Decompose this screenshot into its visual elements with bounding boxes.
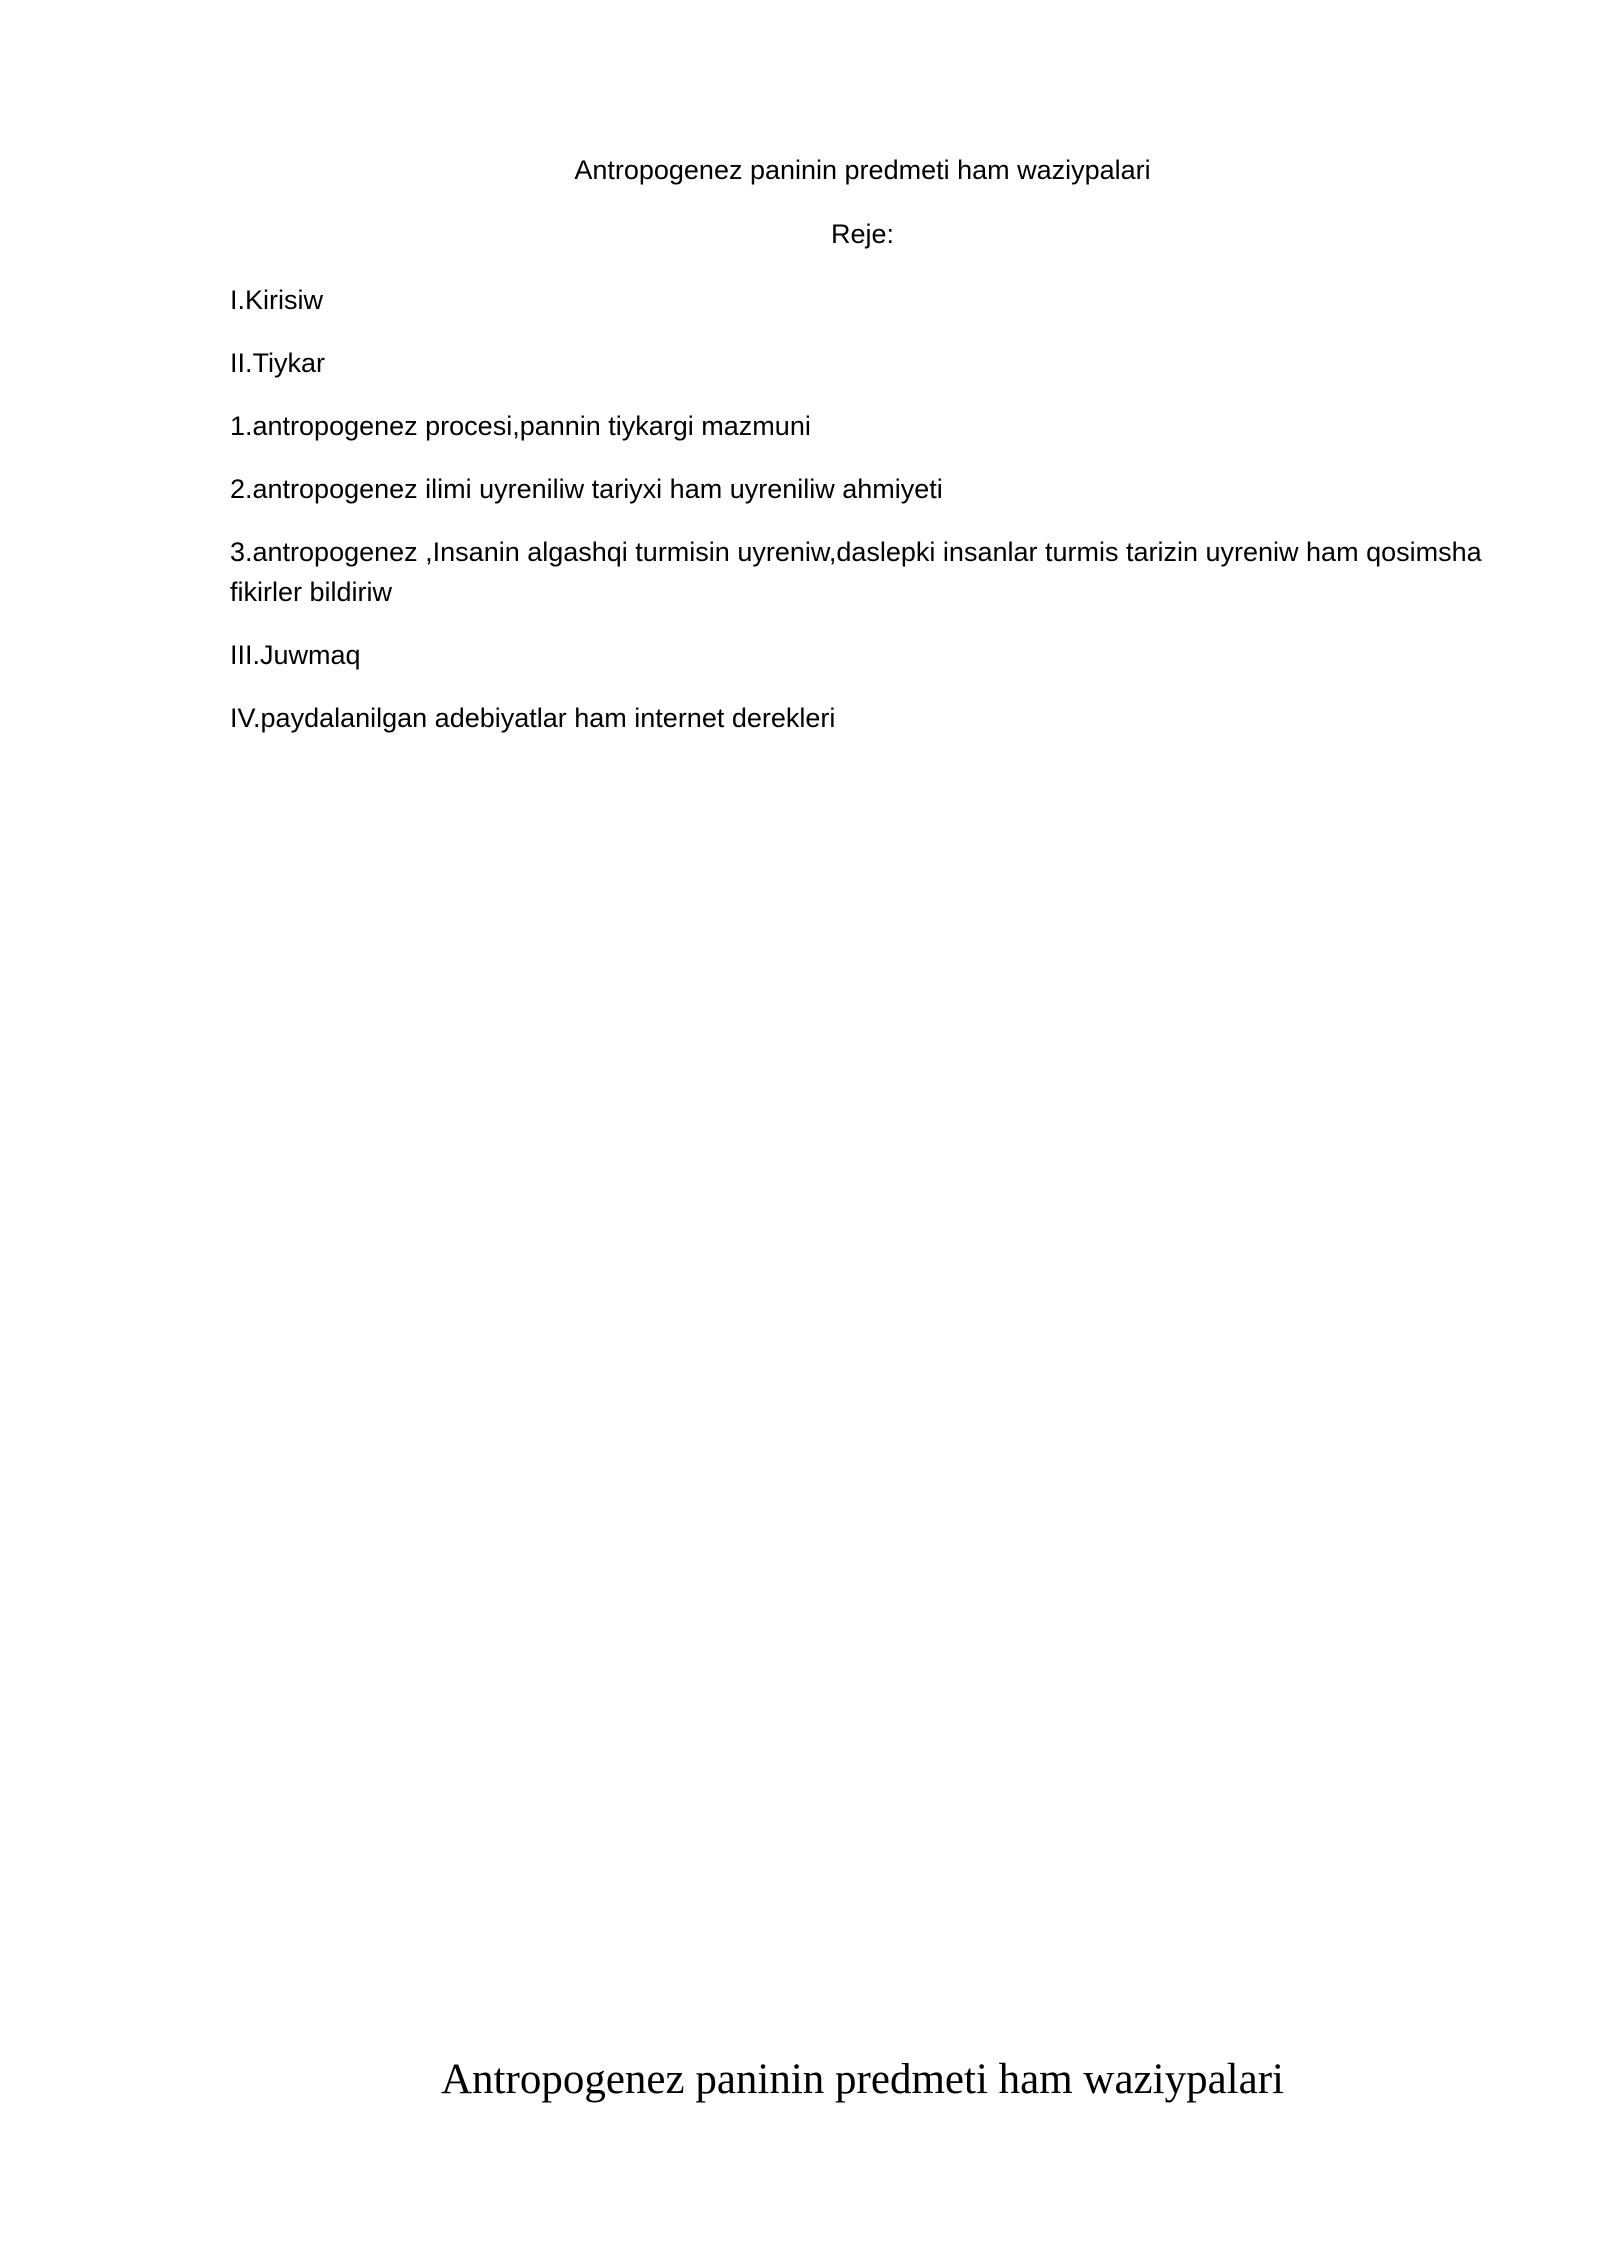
plan-list <box>230 280 1500 761</box>
plan-heading: Reje: <box>830 219 895 249</box>
section-title: Antropogenez paninin predmeti ham waziypalari <box>441 2056 1284 2103</box>
plan-item-introduction: I.Kirisiw <box>230 285 323 315</box>
plan-item-2: 2.antropogenez ilimi uyreniliw tariyxi ham uyreniliw ahmiyeti <box>230 474 943 504</box>
document-title: Antropogenez paninin predmeti ham waziypalari <box>574 155 1151 185</box>
plan-item-1: 1.antropogenez procesi,pannin tiykargi mazmuni <box>230 411 811 441</box>
plan-item-main: II.Tiykar <box>230 348 326 378</box>
plan-item-3: 3.antropogenez ,Insanin algashqi turmisin uyreniw,daslepki insanlar turmis tarizin uyreniw ham qosimsha fikirler bildiriw <box>230 537 1482 607</box>
plan-item-references: IV.paydalanilgan adebiyatlar ham internet derekleri <box>230 703 836 733</box>
plan-item-conclusion: III.Juwmaq <box>230 640 361 670</box>
